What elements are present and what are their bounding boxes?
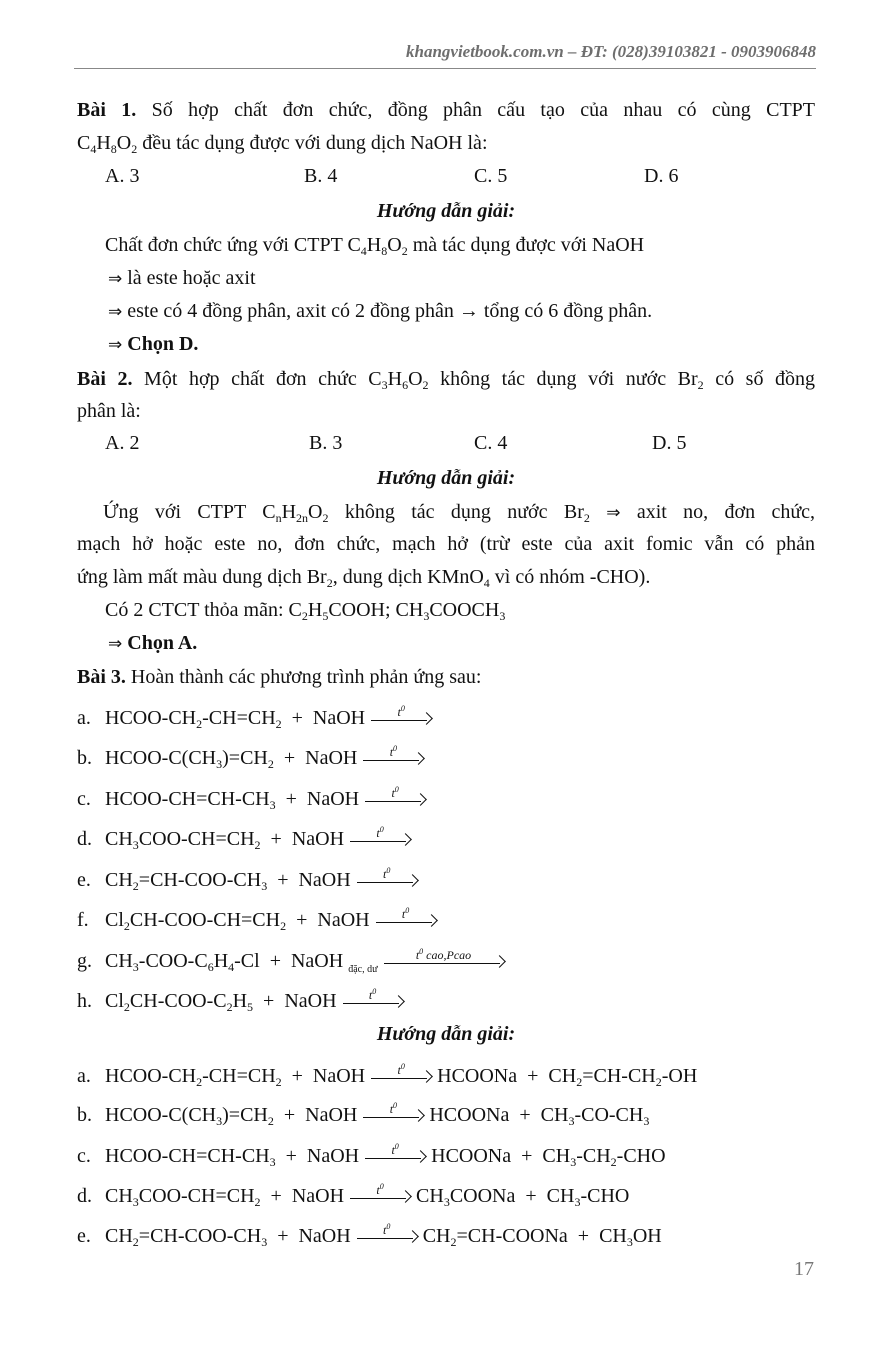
bai1-sol3: este có 4 đồng phân, axit có 2 đồng phân → tổng có 6 đồng phân. — [127, 300, 653, 322]
reaction-d — [77, 827, 416, 851]
condition: $t^0$ — [397, 704, 405, 720]
implies-icon: ⇒ — [108, 634, 123, 654]
reaction-arrow-icon — [365, 785, 425, 810]
condition: $t^0$ — [389, 1101, 398, 1117]
bai2-guide-title: Hướng dẫn giải: — [376, 467, 516, 489]
header-text: khangvietbook.com.vn – ĐT: (028)39103821 - 0903906848 — [405, 42, 816, 61]
bai2-option-c: C. 4 — [474, 432, 508, 454]
product-formula: $CH_3COONa + CH_3-CHO$ — [416, 1185, 630, 1209]
reaction-label: d. — [77, 828, 92, 850]
condition: $t^0$ — [401, 906, 410, 922]
reaction-arrow-icon — [371, 1062, 431, 1087]
bai2-question-line1: Bài 2. Một hợp chất đơn chức $C_3H_6O_2$ không tác dụng với nước $Br_2$ có số đồng — [77, 368, 816, 392]
bai2-sol3-b: , dung dịch KMnO — [332, 566, 484, 588]
reactant-formula: HCOO-$CH=CH-CH_3$ + NaOH — [105, 788, 360, 812]
reaction-arrow-icon — [357, 866, 417, 891]
reaction-arrow-icon — [376, 906, 436, 931]
solution-a — [77, 1064, 697, 1088]
product-formula: HCOONa + $CH_3-CO-CH_3$ — [429, 1104, 650, 1128]
reactant-formula: HCOO-$CH=CH-CH_3$ + NaOH — [105, 1145, 360, 1169]
reaction-g — [77, 949, 510, 973]
reaction-arrow-icon — [371, 704, 431, 729]
bai1-label: Bài 1. — [77, 99, 137, 121]
bai1-question-text: Số hợp chất đơn chức, đồng phân cấu tạo của nhau có cùng CTPT — [151, 99, 816, 121]
condition: $t^0$ — [368, 987, 377, 1003]
implies-icon: ⇒ — [108, 335, 123, 355]
bai1-solution-line1: Chất đơn chức ứng với CTPT $C_4H_8O_2$ mà tác dụng được với NaOH — [105, 234, 645, 258]
reaction-arrow-icon — [384, 947, 504, 972]
solution-b — [77, 1103, 649, 1127]
bai3-label: Bài 3. — [77, 666, 126, 688]
implies-icon: ⇒ — [606, 503, 621, 523]
bai2-question-line2: phân là: — [77, 400, 141, 422]
bai2-solution-line3: ứng làm mất màu dung dịch $Br_2$, dung dịch KMnO$_4$ vì có nhóm -CHO). — [77, 566, 651, 590]
reaction-label: h. — [77, 990, 92, 1012]
condition-g: $t^0$ cao,Pcao — [415, 947, 472, 963]
bai1-solution-line2 — [108, 266, 846, 291]
reactant-formula: $Cl_2CH-COO-CH=CH_2$ + NaOH — [105, 909, 370, 933]
implies-icon: ⇒ — [108, 302, 123, 322]
condition: $t^0$ — [391, 785, 399, 801]
solution-e — [77, 1224, 662, 1248]
bai2-sol3-c: vì có nhóm -CHO). — [494, 566, 651, 588]
reactant-formula: $CH_3COO-CH=CH_2$ + NaOH — [105, 1185, 345, 1209]
reactant-formula: $CH_2=CH-COO-CH_3$ + NaOH — [105, 869, 351, 893]
reactant-formula: $CH_3COO-CH=CH_2$ + NaOH — [105, 828, 345, 852]
condition: $t^0$ — [391, 1142, 399, 1158]
reaction-a — [77, 706, 437, 730]
condition: $t^0$ — [383, 866, 391, 882]
bai2-solution-line1: Ứng với CTPT $C_nH_{2n}O_2$ không tác dụng nước $Br_2$ ⇒ axit no, đơn chức, — [103, 501, 816, 525]
bai2-sol1-b: không tác dụng nước Br — [344, 501, 584, 523]
bai1-solution-line3 — [108, 299, 846, 324]
implies-icon: ⇒ — [108, 269, 123, 289]
bai1-option-a: A. 3 — [105, 165, 140, 187]
bai1-answer: Chọn D. — [127, 333, 199, 355]
reactant-formula: HCOO-$CH_2-CH=CH_2$ + NaOH — [105, 707, 366, 731]
bai2-sol1-c: axit no, đơn chức, — [636, 501, 816, 523]
reactant-formula: $CH_2=CH-COO-CH_3$ + NaOH — [105, 1225, 351, 1249]
bai1-option-c: C. 5 — [474, 165, 508, 187]
bai2-sol3-a: ứng làm mất màu dung dịch Br — [77, 566, 327, 588]
bai1-sol2: là este hoặc axit — [127, 267, 256, 289]
bai2-answer-line — [108, 631, 846, 656]
bai1-option-b: B. 4 — [304, 165, 338, 187]
bai3-guide-title: Hướng dẫn giải: — [376, 1023, 516, 1045]
reaction-h — [77, 989, 409, 1013]
reactant-formula: $CH_3-COO-C_6H_4-Cl$ + NaOH $_{đặc, dư}$ — [105, 950, 378, 975]
bai1-sol1-prefix: Chất đơn chức ứng với CTPT — [105, 234, 343, 256]
reaction-e — [77, 868, 423, 892]
reaction-label: e. — [77, 1225, 91, 1247]
reaction-label: c. — [77, 788, 91, 810]
product-formula: HCOONa + $CH_3-CH_2$-CHO — [431, 1145, 666, 1169]
bai2-option-a: A. 2 — [105, 432, 140, 454]
bai3-question — [77, 665, 815, 689]
reaction-arrow-icon — [343, 987, 403, 1012]
product-formula: $CH_2=CH$-COONa + $CH_3OH$ — [422, 1225, 662, 1249]
bai3-question-text: Hoàn thành các phương trình phản ứng sau: — [130, 666, 482, 688]
bai1-sol1-suffix: mà tác dụng được với NaOH — [412, 234, 645, 256]
reactant-formula: HCOO-$CH_2-CH=CH_2$ + NaOH — [105, 1065, 366, 1089]
bai2-option-d: D. 5 — [652, 432, 687, 454]
bai1-answer-line — [108, 332, 846, 357]
bai2-solution-line2: mạch hở hoặc este no, đơn chức, mạch hở (trừ este của axit fomic vẫn có phản — [77, 533, 815, 555]
reaction-label: a. — [77, 1065, 91, 1087]
reaction-arrow-icon — [350, 1182, 410, 1207]
reaction-arrow-icon — [363, 1101, 423, 1126]
condition: $t^0$ — [397, 1062, 405, 1078]
solution-c — [77, 1144, 666, 1168]
page-number: 17 — [794, 1258, 814, 1280]
bai2-label: Bài 2. — [77, 368, 133, 390]
bai2-q-end: có số đồng — [715, 368, 816, 390]
condition: $t^0$ — [376, 825, 384, 841]
bai1-guide-title: Hướng dẫn giải: — [376, 200, 516, 222]
reaction-label: e. — [77, 869, 91, 891]
reaction-label: b. — [77, 747, 92, 769]
condition: $t^0$ — [383, 1222, 391, 1238]
reactant-formula: HCOO-$C(CH_3)=CH_2$ + NaOH — [105, 747, 358, 771]
reaction-arrow-icon — [363, 744, 423, 769]
bai1-question-suffix: đều tác dụng được với dung dịch NaOH là: — [142, 132, 488, 154]
bai2-q-suffix: không tác dụng với nước Br — [440, 368, 698, 390]
reaction-label: f. — [77, 909, 89, 931]
condition: $t^0$ — [376, 1182, 384, 1198]
reaction-arrow-icon — [365, 1142, 425, 1167]
condition: $t^0$ — [389, 744, 398, 760]
reactant-formula: HCOO-$C(CH_3)=CH_2$ + NaOH — [105, 1104, 358, 1128]
bai1-question-line1 — [77, 98, 815, 122]
reaction-label: b. — [77, 1104, 92, 1126]
reaction-b — [77, 746, 429, 770]
solution-d — [77, 1184, 629, 1208]
reaction-label: g. — [77, 950, 92, 972]
reaction-label: a. — [77, 707, 91, 729]
product-formula: HCOONa + $CH_2=CH-CH_2-OH$ — [437, 1065, 698, 1089]
bai1-question-line2: $C_4H_8O_2$ đều tác dụng được với dung dịch NaOH là: — [77, 132, 488, 156]
bai2-answer: Chọn A. — [127, 632, 198, 654]
reaction-f — [77, 908, 442, 932]
bai2-option-b: B. 3 — [309, 432, 343, 454]
reaction-label: c. — [77, 1145, 91, 1167]
bai2-solution-line4: Có 2 CTCT thỏa mãn: $C_2H_5COOH$; $CH_3COOCH_3$ — [105, 599, 506, 623]
reactant-formula: $Cl_2CH-COO-C_2H_5$ + NaOH — [105, 990, 337, 1014]
page-header — [74, 42, 816, 69]
reaction-label: d. — [77, 1185, 92, 1207]
bai2-sol4-prefix: Có 2 CTCT thỏa mãn: — [105, 599, 284, 621]
reaction-arrow-icon — [350, 825, 410, 850]
reaction-arrow-icon — [357, 1222, 417, 1247]
bai1-option-d: D. 6 — [644, 165, 679, 187]
reaction-c — [77, 787, 431, 811]
bai2-sol1-a: Ứng với CTPT — [103, 501, 246, 523]
bai2-q-prefix: Một hợp chất đơn chức — [144, 368, 357, 390]
